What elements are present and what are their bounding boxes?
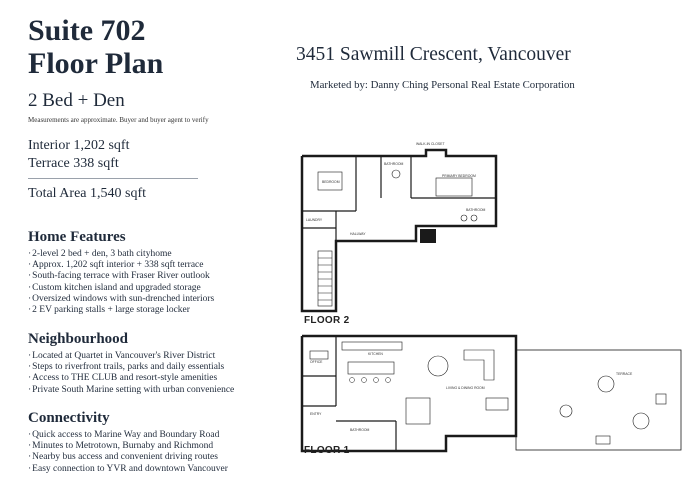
home-features-list xyxy=(28,249,214,316)
list-item: · Custom kitchen island and upgraded storage xyxy=(28,283,214,294)
list-item: · Quick access to Marine Way and Boundary Road xyxy=(28,430,228,441)
list-item: · Nearby bus access and convenient driving routes xyxy=(28,452,228,463)
property-address: 3451 Sawmill Crescent, Vancouver xyxy=(296,44,571,65)
interior-area: Interior 1,202 sqft xyxy=(28,138,130,153)
room-label-office: OFFICE xyxy=(310,360,323,364)
room-label-hallway: HALLWAY xyxy=(350,232,366,236)
total-area: Total Area 1,540 sqft xyxy=(28,186,146,201)
room-label-bathroom: BATHROOM xyxy=(384,162,404,166)
neighbourhood-heading: Neighbourhood xyxy=(28,331,129,347)
title-line-1: Suite 702 xyxy=(28,14,146,47)
home-features-heading: Home Features xyxy=(28,229,126,245)
list-item: · Access to THE CLUB and resort-style amenities xyxy=(28,373,234,384)
unit-type: 2 Bed + Den xyxy=(28,90,125,111)
list-item: · South-facing terrace with Fraser River outlook xyxy=(28,271,214,282)
list-item: · Steps to riverfront trails, parks and daily essentials xyxy=(28,362,234,373)
neighbourhood-list xyxy=(28,351,234,396)
room-label-living-dining: LIVING & DINING ROOM xyxy=(446,386,485,390)
room-label-bathroom: BATHROOM xyxy=(466,208,486,212)
divider xyxy=(28,178,198,179)
connectivity-list xyxy=(28,430,228,475)
list-item: · Located at Quartet in Vancouver's River District xyxy=(28,351,234,362)
page-title xyxy=(28,14,290,80)
floor-1-label: FLOOR 1 xyxy=(304,445,350,456)
connectivity-heading: Connectivity xyxy=(28,410,110,426)
list-item: · Easy connection to YVR and downtown Vancouver xyxy=(28,464,228,475)
room-label-primary-bedroom: PRIMARY BEDROOM xyxy=(442,174,476,178)
connectivity-section xyxy=(28,410,228,475)
list-item: · Oversized windows with sun-drenched interiors xyxy=(28,294,214,305)
floor-plan-drawing xyxy=(296,136,686,460)
title-line-2: Floor Plan xyxy=(28,47,164,80)
terrace-area: Terrace 338 sqft xyxy=(28,156,119,171)
list-item: · Minutes to Metrotown, Burnaby and Richmond xyxy=(28,441,228,452)
room-label-terrace: TERRACE xyxy=(616,372,633,376)
list-item: · Private South Marine setting with urban convenience xyxy=(28,385,234,396)
room-label-kitchen: KITCHEN xyxy=(368,352,383,356)
room-label-bathroom: BATHROOM xyxy=(350,428,370,432)
floor-plan xyxy=(296,136,686,460)
room-label-bedroom: BEDROOM xyxy=(322,180,340,184)
home-features-section xyxy=(28,229,214,316)
left-panel xyxy=(28,14,290,202)
area-breakdown xyxy=(28,137,290,173)
disclaimer: Measurements are approximate. Buyer and buyer agent to verify xyxy=(28,116,209,124)
list-item: · 2-level 2 bed + den, 3 bath cityhome xyxy=(28,249,214,260)
room-label-walk-in: WALK-IN CLOSET xyxy=(416,142,445,146)
neighbourhood-section xyxy=(28,331,234,396)
room-label-entry: ENTRY xyxy=(310,412,322,416)
list-item: · 2 EV parking stalls + large storage locker xyxy=(28,305,214,316)
marketed-by: Marketed by: Danny Ching Personal Real Estate Corporation xyxy=(310,79,575,91)
floor-2-label: FLOOR 2 xyxy=(304,315,350,326)
list-item: · Approx. 1,202 sqft interior + 338 sqft terrace xyxy=(28,260,214,271)
room-label-laundry: LAUNDRY xyxy=(306,218,323,222)
